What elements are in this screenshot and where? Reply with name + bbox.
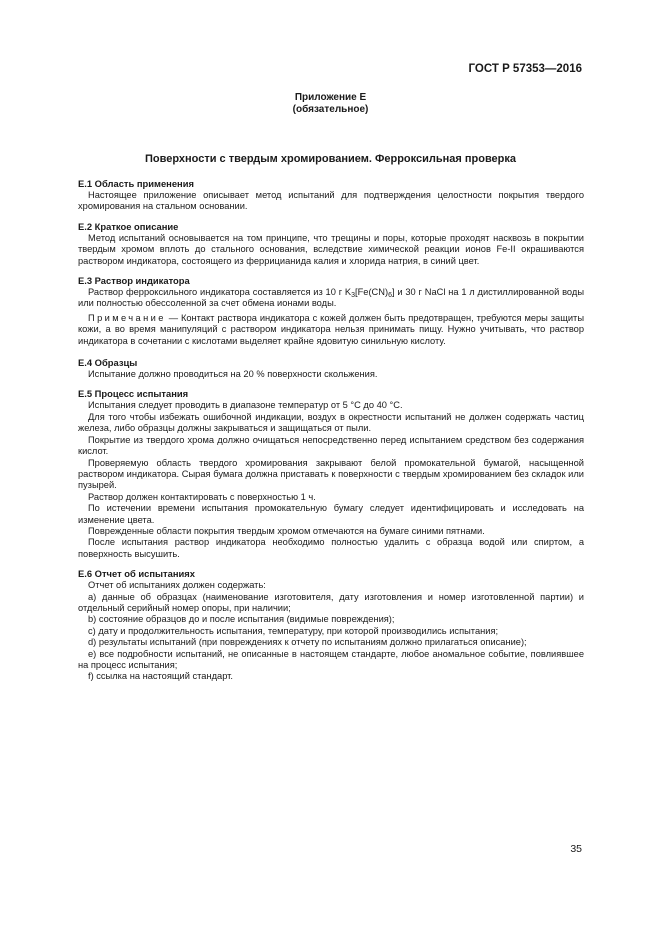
paragraph-e3-1 — [78, 287, 584, 310]
report-list-item: a) данные об образцах (наименование изготовителя, дату изготовления и номер изготовленной партии) и отдельный серийный номер опоры, при наличии; — [78, 591, 584, 613]
paragraph-e5-5: Раствор должен контактировать с поверхностью 1 ч. — [88, 491, 316, 502]
section-heading-e4: Е.4 Образцы — [78, 357, 138, 369]
standard-designation: ГОСТ Р 57353—2016 — [468, 63, 582, 75]
paragraph-e5-2: Для того чтобы избежать ошибочной индикации, воздух в окрестности испытаний не должен содержать частиц железа, либо образцы должны закрываться и защищаться от пыли. — [78, 411, 584, 434]
document-body — [78, 177, 584, 683]
annex-status: (обязательное) — [292, 104, 369, 115]
note-e3 — [78, 313, 584, 347]
formula-subscript: 6 — [388, 292, 392, 300]
section-heading-e5: Е.5 Процесс испытания — [78, 388, 189, 400]
paragraph-e5-8: После испытания раствор индикатора необходимо полностью удалить с образца водой или спиртом, а поверхность высушить. — [78, 537, 584, 559]
formula-part: [Fe(CN) — [355, 287, 389, 298]
note-label: Примечание — [88, 312, 166, 323]
paragraph-e6-intro: Отчет об испытаниях должен содержать: — [88, 580, 266, 591]
formula-part: ] и 30 г NaCl на 1 л дистиллированной воды или полностью обессоленной за счет обмена ионами воды. — [78, 287, 584, 309]
paragraph-e5-4: Проверяемую область твердого хромирования закрывают белой промокательной бумагой, насыщенной раствором индикатора. Сырая бумага должна приставать к поверхности с твердым хромированием без складок или пузырей. — [78, 457, 584, 491]
paragraph-e5-1: Испытания следует проводить в диапазоне температур от 5 °С до 40 °С. — [88, 400, 403, 411]
report-items-list — [78, 592, 584, 683]
paragraph-e1-1 — [78, 190, 584, 213]
formula-subscript: 3 — [351, 292, 356, 300]
note-text: — Контакт раствора индикатора с кожей должен быть предотвращен, требуются меры защиты кожи, а во время манипуляций с раствором индикатора нельзя принимать пищу. Нужно учитывать, что раствор индикатора в сочетании с кислотами выделяет крайне ядовитую синильную кислоту. — [78, 312, 584, 346]
paragraph-e5-6: По истечении времени испытания промокательную бумагу следует идентифицировать и исследовать на изменение цвета. — [78, 503, 584, 525]
report-list-item: c) дату и продолжительность испытания, температуру, при которой производились испытания; — [88, 625, 499, 636]
formula-part: Раствор ферроксильного индикатора составляется из 10 г K — [88, 287, 352, 298]
section-heading-e2: Е.2 Краткое описание — [78, 220, 179, 232]
annex-title: Приложение Е — [294, 92, 367, 103]
paragraph-e4-1: Испытание должно проводиться на 20 % поверхности скольжения. — [88, 369, 378, 380]
paragraph-e5-7: Поврежденные области покрытия твердым хромом отмечаются на бумаге синими пятнами. — [88, 525, 485, 536]
report-list-item: f) ссылка на настоящий стандарт. — [88, 671, 233, 682]
section-heading-e1: Е.1 Область применения — [78, 178, 194, 189]
section-heading-e6: Е.6 Отчет об испытаниях — [78, 568, 195, 580]
paragraph-e5-3: Покрытие из твердого хрома должно очищаться непосредственно перед испытанием средством без содержания кислот. — [78, 434, 584, 457]
paragraph-e2-1: Метод испытаний основывается на том принципе, что трещины и поры, которые проходят насквозь в покрытии твердым хромом вплоть до стального основания, вследствие химической реакции ионов Fe-II окрашиваются раствором индикатора, состоящего из феррицианида калия и хлорида натрия, в синий цвет. — [78, 232, 584, 266]
document-title: Поверхности с твердым хромированием. Ферроксильная проверка — [144, 153, 517, 165]
report-list-item: d) результаты испытаний (при повреждениях к отчету по испытаниям должно прилагаться описание); — [88, 637, 527, 648]
report-list-item: b) состояние образцов до и после испытания (видимые повреждения); — [88, 614, 395, 625]
page-number: 35 — [570, 843, 582, 855]
section-heading-e3: Е.3 Раствор индикатора — [78, 275, 190, 287]
paragraph-text: Настоящее приложение описывает метод испытаний для подтверждения целостности покрытия твердого хромирования на стальном основании. — [78, 190, 584, 212]
report-list-item: e) все подробности испытаний, не описанные в настоящем стандарте, любое аномальное событие, повлиявшее на процесс испытания; — [78, 648, 584, 670]
